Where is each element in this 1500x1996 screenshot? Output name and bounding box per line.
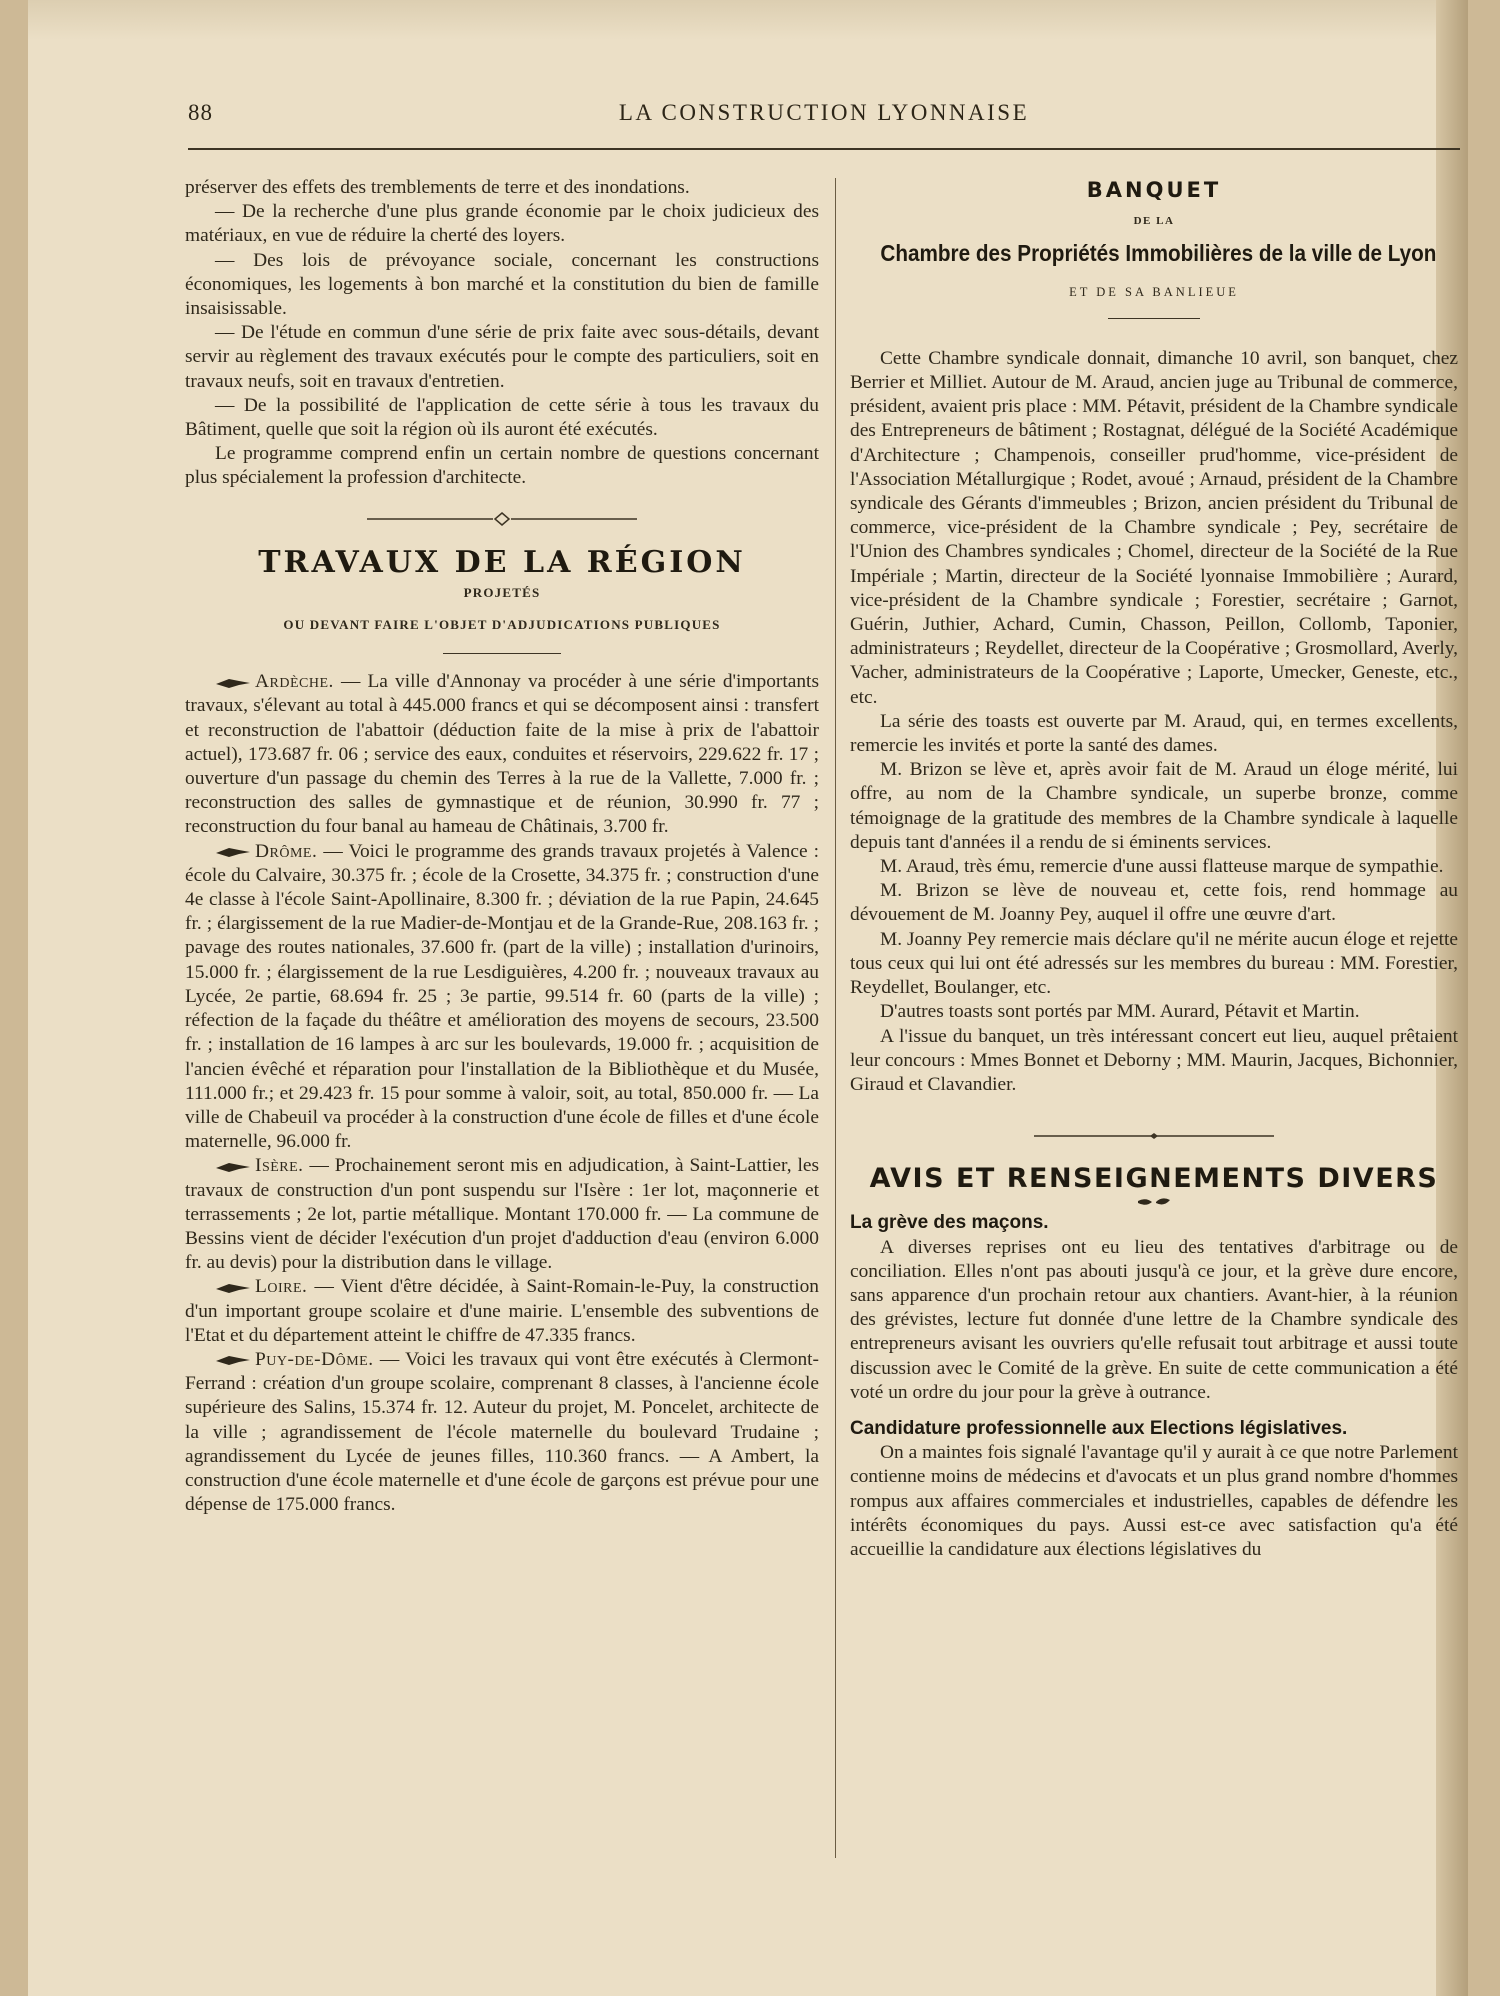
region-text: — Prochainement seront mis en adjudication, à Saint-Lattier, les travaux de construction d'un pont suspendu sur l'Isère : 1er lot, maçonnerie et terrassements ; 2e lot, partie métallique. Montant 170.000 fr. — La commune de Bessins vient de décider l'exécution d'un projet d'adduction d'eau (environ 6.000 fr. au devis) pour la distribution dans le village. [185, 1155, 819, 1274]
region-entry-ardeche [185, 670, 819, 839]
region-name: Loire. [255, 1276, 308, 1298]
pointing-hand-icon [215, 677, 251, 689]
banquet-paragraph: M. Joanny Pey remercie mais déclare qu'il ne mérite aucun éloge et rejette tous ceux qui lui ont été adressés sur les membres du bureau : MM. Forestier, Reydellet, Boulanger, etc. [850, 928, 1458, 999]
region-name: Isère. [255, 1155, 304, 1177]
section-rule [443, 653, 561, 654]
intro-paragraph: — De la recherche d'une plus grande économie par le choix judicieux des matériaux, en vue de réduire la cherté des loyers. [185, 201, 819, 247]
right-column [850, 176, 1458, 1562]
region-entry-loire [185, 1275, 819, 1348]
fleuron-ornament-icon [1134, 1195, 1174, 1209]
pointing-hand-icon [215, 1282, 251, 1294]
region-text: — Vient d'être décidée, à Saint-Romain-le-Puy, la construction d'un important groupe scolaire et d'une mairie. L'ensemble des subventions de l'Etat et du département atteint le chiffre de 47.335 francs. [185, 1276, 819, 1346]
left-column [185, 176, 819, 1517]
banquet-paragraph: La série des toasts est ouverte par M. Araud, qui, en termes excellents, remercie les invités et porte la santé des dames. [850, 710, 1458, 757]
greve-paragraph: A diverses reprises ont eu lieu des tentatives d'arbitrage ou de conciliation. Elles n'ont pas abouti jusqu'à ce jour, et la grève dure encore, sans apparence d'un prochain retour aux chantiers. Avant-hier, à la réunion des grévistes, lecture fut donnée d'une lettre de la Chambre syndicale des entrepreneurs avisant les ouvriers qu'elle refusait tout arbitrage et aussi toute discussion avec le Comité de la grève. En suite de cette communication a été voté un ordre du jour pour la grève à outrance. [850, 1236, 1458, 1403]
ornamental-divider [367, 511, 637, 527]
travaux-subtitle-2: OU DEVANT FAIRE L'OBJET D'ADJUDICATIONS PUBLIQUES [283, 617, 721, 633]
banquet-subtitle: ET DE SA BANLIEUE [1069, 284, 1239, 299]
region-text: — La ville d'Annonay va procéder à une série d'importants travaux, s'élevant au total à 445.000 francs et qui se décomposent ainsi : transfert et reconstruction de l'abattoir (déduction faite de la mise à prix de l'abattoir actuel), 173.687 fr. 06 ; service des eaux, conduites et réservoirs, 229.622 fr. 17 ; ouverture d'un passage du chemin des Terres à la rue de la Vallette, 7.000 fr. ; reconstruction des salles de gymnastique et de réunion, 30.990 fr. 77 ; reconstruction du four banal au hameau de Châtinais, 3.700 fr. [185, 671, 819, 838]
column-divider [835, 178, 836, 1858]
region-name: Ardèche. [255, 671, 334, 693]
intro-paragraph: — De la possibilité de l'application de cette série à tous les travaux du Bâtiment, quelle que soit la région où ils auront été exécutés. [185, 394, 819, 441]
banquet-paragraph: Cette Chambre syndicale donnait, dimanche 10 avril, son banquet, chez Berrier et Milliet. Autour de M. Araud, ancien juge au Tribunal de commerce, président, avaient pris place : MM. Pétavit, président de la Chambre syndicale des Entrepreneurs de bâtiment ; Rostagnat, délégué de la Société Académique d'Architecture ; Champenois, conseiller prud'homme, vice-président de l'Association Métallurgique ; Rodet, avoué ; Arnaud, président de la Chambre syndicale des Gérants d'immeubles ; Brizon, ancien président du Tribunal de commerce, vice-président de la Chambre syndicale ; Pey, secrétaire de l'Union des Chambres syndicales ; Chomel, directeur de la Société de la Rue Impériale ; Martin, directeur de la Société lyonnaise Immobilière ; Aurard, vice-président de la Chambre syndicale ; Forestier, secrétaire ; Garnot, Guérin, Juthier, Achard, Cumin, Chasson, Peillon, Collomb, Taponier, administrateurs ; Reydellet, directeur de la Coopérative ; Grosmollard, Averly, Vacher, administrateurs de la Coopérative ; Laporte, Umecker, Geneste, etc., etc. [850, 347, 1458, 708]
banquet-paragraph: M. Araud, très ému, remercie d'une aussi flatteuse marque de sympathie. [880, 856, 1444, 878]
candidature-heading: Candidature professionnelle aux Elections législatives. [850, 1417, 1348, 1439]
page-top-shade [28, 0, 1468, 40]
banquet-paragraph: D'autres toasts sont portés par MM. Aurard, Pétavit et Martin. [880, 1001, 1360, 1023]
avis-heading: AVIS ET RENSEIGNEMENTS DIVERS [869, 1163, 1439, 1195]
banquet-paragraph: A l'issue du banquet, un très intéressant concert eut lieu, auquel prêtaient leur concours : Mmes Bonnet et Deborny ; MM. Maurin, Jacques, Bichonnier, Giraud et Clavandier. [850, 1025, 1458, 1095]
region-text: — Voici les travaux qui vont être exécutés à Clermont-Ferrand : création d'un groupe scolaire, comprenant 8 classes, à l'ancienne école supérieure des Salins, 15.374 fr. 12. Auteur du projet, M. Poncelet, architecte de la ville ; agrandissement de l'école maternelle du boulevard Trudaine ; agrandissement du Lycée de jeunes filles, 110.360 francs. — A Ambert, la construction d'une école maternelle et d'une école de garçons est prévue pour une dépense de 175.000 francs. [185, 1348, 819, 1516]
banquet-organization: Chambre des Propriétés Immobilières de la ville de Lyon [880, 240, 1437, 267]
region-entry-drome [185, 840, 819, 1155]
travaux-subtitle: PROJETÉS [463, 584, 541, 600]
banquet-paragraph: M. Brizon se lève de nouveau et, cette fois, rend hommage au dévouement de M. Joanny Pey, auquel il offre une œuvre d'art. [850, 880, 1458, 926]
intro-paragraph: Le programme comprend enfin un certain nombre de questions concernant plus spécialement la profession d'architecte. [185, 443, 819, 489]
intro-paragraph: préserver des effets des tremblements de terre et des inondations. [185, 177, 690, 198]
region-entry-puy-de-dome [185, 1348, 819, 1517]
header-rule [188, 148, 1460, 150]
pointing-hand-icon [215, 1161, 251, 1173]
greve-heading: La grève des maçons. [850, 1212, 1049, 1234]
intro-paragraph: — Des lois de prévoyance sociale, concernant les constructions économiques, les logements à bon marché et la constitution du bien de famille insaisissable. [185, 249, 819, 320]
region-entry-isere [185, 1154, 819, 1275]
running-head [188, 100, 1460, 140]
diamond-divider [1034, 1131, 1274, 1141]
regions-list [185, 670, 819, 1517]
journal-page [28, 0, 1468, 1996]
journal-title: LA CONSTRUCTION LYONNAISE [618, 100, 1030, 125]
banquet-paragraph: M. Brizon se lève et, après avoir fait de M. Araud un éloge mérité, lui offre, au nom de la Chambre syndicale, un superbe bronze, comme témoignage de la gratitude des membres de la Chambre syndicale à laquelle depuis tant d'années il a rendu de si éminents services. [850, 759, 1458, 853]
banquet-rule [1108, 318, 1200, 319]
banquet-heading: BANQUET [1086, 178, 1222, 202]
travaux-heading: TRAVAUX DE LA RÉGION [258, 544, 746, 580]
region-name: Puy-de-Dôme. [255, 1348, 374, 1370]
candidature-paragraph: On a maintes fois signalé l'avantage qu'il y aurait à ce que notre Parlement contienne moins de médecins et d'avocats et un plus grand nombre d'hommes rompus aux affaires commerciales et industrielles, capables de défendre les intérêts économiques du pays. Aussi est-ce avec satisfaction qu'a été accueillie la candidature aux élections législatives du [850, 1442, 1458, 1560]
region-text: — Voici le programme des grands travaux projetés à Valence : école du Calvaire, 30.375 fr. ; école de la Crosette, 34.375 fr. ; construction d'une 4e classe à l'école Saint-Apollinaire, 8.300 fr. ; déviation de la rue Papin, 24.645 fr. ; élargissement de la rue Madier-de-Montjau et de la Grande-Rue, 208.163 fr. ; pavage des routes nationales, 37.600 fr. (part de la ville) ; installation d'urinoirs, 15.000 fr. ; élargissement de la rue Lesdiguières, 4.200 fr. ; nouveaux travaux au Lycée, 2e partie, 68.694 fr. 25 ; 3e partie, 99.514 fr. 60 (parts de la ville) ; réfection de la façade du théâtre et amélioration des moyens de secours, 23.500 fr. ; installation de 16 lampes à arc sur les boulevards, 19.000 fr. ; acquisition de l'ancien évêché et réparation pour l'installation de la Bibliothèque et du Musée, 111.000 fr.; et 29.423 fr. 15 pour somme à valoir, soit, au total, 850.000 fr. — La ville de Chabeuil va procéder à la construction d'une école de filles et d'une école maternelle, 96.000 fr. [185, 840, 819, 1153]
banquet-de-la: DE LA [1133, 215, 1175, 228]
pointing-hand-icon [215, 1354, 251, 1366]
page-number: 88 [188, 100, 213, 125]
intro-paragraph: — De l'étude en commun d'une série de prix faite avec sous-détails, devant servir au règlement des travaux exécutés pour le compte des particuliers, soit en travaux neufs, soit en travaux d'entretien. [185, 322, 819, 392]
pointing-hand-icon [215, 846, 251, 858]
region-name: Drôme. [255, 840, 318, 862]
